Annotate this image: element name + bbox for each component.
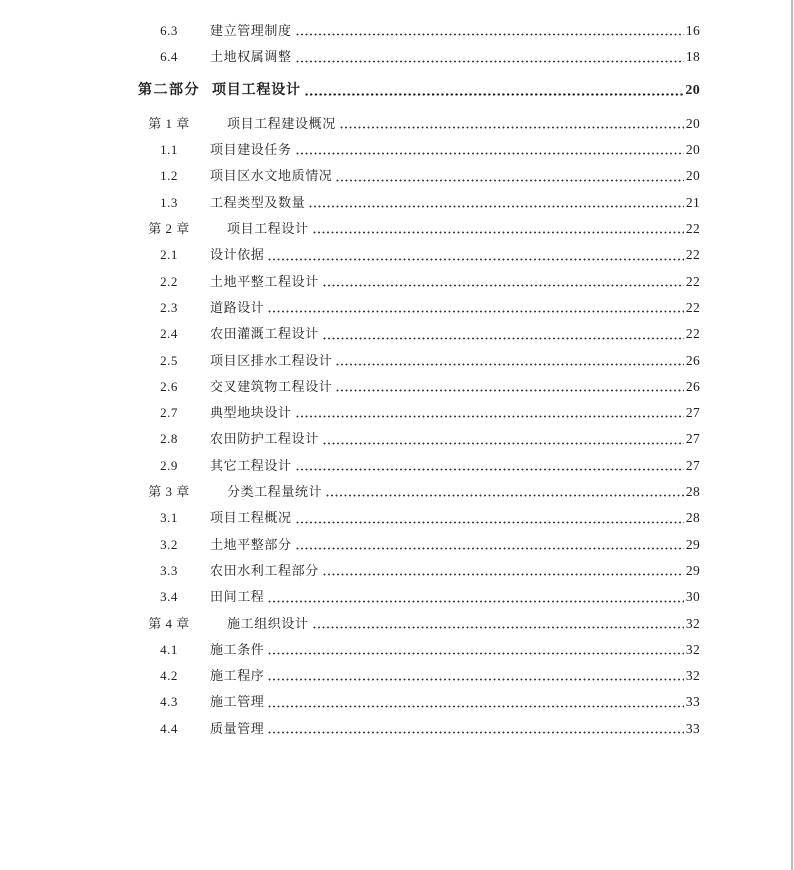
toc-leader-dots	[305, 93, 684, 96]
toc-leader-dots	[323, 573, 684, 576]
toc-entry-title: 分类工程量统计	[227, 484, 323, 500]
toc-entry-label: 第 4 章	[148, 615, 190, 631]
toc-entry[interactable]	[133, 584, 700, 610]
toc-leader-dots	[296, 33, 684, 36]
toc-leader-dots	[323, 442, 684, 445]
toc-entry-page: 18	[685, 49, 700, 65]
toc-entry-title: 施工组织设计	[227, 615, 309, 631]
toc-entry[interactable]	[133, 190, 700, 216]
toc-entry[interactable]	[133, 163, 700, 189]
toc-entry[interactable]	[133, 269, 700, 295]
toc-entry-page: 27	[685, 405, 700, 421]
toc-entry-label: 2.8	[160, 431, 178, 447]
toc-entry-title: 项目区水文地质情况	[210, 168, 333, 184]
toc-entry[interactable]	[133, 44, 700, 70]
toc-entry-label: 4.1	[160, 641, 178, 657]
toc-leader-dots	[326, 494, 684, 497]
toc-leader-dots	[296, 521, 684, 524]
toc-entry-title: 交叉建筑物工程设计	[210, 378, 333, 394]
toc-entry-label: 第二部分	[138, 82, 200, 98]
toc-entry-title: 质量管理	[210, 720, 265, 736]
toc-leader-dots	[268, 258, 683, 261]
toc-entry-page: 27	[685, 431, 700, 447]
toc-entry-label: 2.5	[160, 352, 178, 368]
toc-entry-page: 22	[685, 247, 700, 263]
toc-entry-label: 2.6	[160, 378, 178, 394]
toc-entry-page: 33	[685, 694, 700, 710]
toc-entry-title: 土地平整工程设计	[210, 273, 319, 289]
toc-entry-title: 设计依据	[210, 247, 265, 263]
toc-entry-title: 项目建设任务	[210, 142, 292, 158]
toc-entry-title: 项目工程设计	[227, 221, 309, 237]
toc-entry-label: 4.2	[160, 668, 178, 684]
toc-entry-page: 20	[685, 115, 700, 131]
toc-entry-page: 26	[685, 378, 700, 394]
toc-entry-label: 2.2	[160, 273, 178, 289]
toc-entry-label: 2.7	[160, 405, 178, 421]
toc-entry-page: 20	[685, 168, 700, 184]
toc-leader-dots	[296, 152, 684, 155]
toc-entry-label: 2.9	[160, 457, 178, 473]
toc-entry-page: 29	[685, 536, 700, 552]
toc-entry-title: 工程类型及数量	[210, 194, 306, 210]
toc-entry-label: 3.3	[160, 562, 178, 578]
toc-entry-title: 土地权属调整	[210, 49, 292, 65]
toc-entry-page: 21	[685, 194, 700, 210]
toc-entry[interactable]	[133, 78, 700, 104]
toc-leader-dots	[296, 468, 684, 471]
toc-entry-title: 施工程序	[210, 668, 265, 684]
toc-entry-page: 27	[685, 457, 700, 473]
toc-leader-dots	[268, 731, 683, 734]
toc-entry[interactable]	[133, 137, 700, 163]
toc-entry[interactable]	[133, 295, 700, 321]
toc-entry-title: 项目工程概况	[210, 510, 292, 526]
toc-leader-dots	[268, 678, 683, 681]
toc-entry-page: 32	[685, 641, 700, 657]
toc-entry[interactable]	[133, 479, 700, 505]
toc-entry-title: 施工管理	[210, 694, 265, 710]
toc-entry-title: 农田灌溉工程设计	[210, 326, 319, 342]
toc-entry-title: 农田水利工程部分	[210, 562, 319, 578]
toc-leader-dots	[323, 337, 684, 340]
toc-entry-label: 第 1 章	[148, 115, 190, 131]
toc-entry-title: 建立管理制度	[210, 23, 292, 38]
toc-entry[interactable]	[133, 348, 700, 374]
toc-leader-dots	[296, 547, 684, 550]
toc-entry-label: 3.4	[160, 589, 178, 605]
toc-leader-dots	[336, 363, 683, 366]
toc-leader-dots	[296, 60, 684, 63]
toc-entry-page: 30	[685, 589, 700, 605]
toc-entry-page: 20	[685, 142, 700, 158]
toc-entry-label: 2.3	[160, 299, 178, 315]
toc-entry-page: 22	[685, 273, 700, 289]
toc-entry-title: 土地平整部分	[210, 536, 292, 552]
toc-entry[interactable]	[133, 453, 700, 479]
toc-leader-dots	[336, 389, 683, 392]
toc-entry-title: 道路设计	[210, 299, 265, 315]
toc-entry-title: 项目工程建设概况	[227, 115, 336, 131]
toc-leader-dots	[340, 126, 684, 129]
toc-entry-page: 29	[685, 562, 700, 578]
toc-entry-label: 第 2 章	[148, 221, 190, 237]
toc-entry-title: 农田防护工程设计	[210, 431, 319, 447]
toc-entry[interactable]	[133, 663, 700, 689]
toc-entry[interactable]	[133, 558, 700, 584]
toc-entry-label: 1.3	[160, 194, 178, 210]
toc-leader-dots	[268, 600, 683, 603]
toc-leader-dots	[268, 310, 683, 313]
toc-entry[interactable]	[133, 532, 700, 558]
toc-entry-label: 4.3	[160, 694, 178, 710]
toc-entry-page: 32	[685, 668, 700, 684]
toc-entry-label: 3.2	[160, 536, 178, 552]
toc-entry-label: 2.1	[160, 247, 178, 263]
toc-entry-label: 4.4	[160, 720, 178, 736]
toc-leader-dots	[323, 284, 684, 287]
toc-entry[interactable]	[133, 321, 700, 347]
toc-entry[interactable]	[133, 111, 700, 137]
toc-leader-dots	[313, 231, 684, 234]
toc-entry-title: 施工条件	[210, 641, 265, 657]
toc-entry[interactable]	[133, 374, 700, 400]
toc-entry[interactable]	[133, 637, 700, 663]
toc-entry[interactable]	[133, 216, 700, 242]
toc-entry-page: 26	[685, 352, 700, 368]
toc-entry-title: 项目区排水工程设计	[210, 352, 333, 368]
toc-leader-dots	[309, 205, 684, 208]
toc-leader-dots	[268, 705, 683, 708]
toc-entry-page: 33	[685, 720, 700, 736]
toc-entry-label: 3.1	[160, 510, 178, 526]
toc-entry-page: 28	[685, 484, 700, 500]
toc-entry-page: 32	[685, 615, 700, 631]
toc-list	[133, 18, 700, 742]
toc-entry-label: 1.1	[160, 142, 178, 158]
toc-entry[interactable]	[133, 242, 700, 268]
page-right-edge-line	[791, 0, 793, 870]
toc-leader-dots	[268, 652, 683, 655]
toc-entry[interactable]	[133, 716, 700, 742]
toc-entry[interactable]	[133, 400, 700, 426]
toc-entry-label: 6.3	[160, 23, 178, 38]
toc-leader-dots	[336, 179, 683, 182]
toc-entry-label: 1.2	[160, 168, 178, 184]
toc-entry[interactable]	[133, 426, 700, 452]
toc-entry-page: 22	[685, 326, 700, 342]
toc-leader-dots	[313, 626, 684, 629]
toc-entry-page: 20	[685, 82, 700, 98]
toc-entry-title: 其它工程设计	[210, 457, 292, 473]
toc-entry-label: 2.4	[160, 326, 178, 342]
toc-entry[interactable]	[133, 689, 700, 715]
toc-entry-title: 典型地块设计	[210, 405, 292, 421]
toc-entry[interactable]	[133, 611, 700, 637]
toc-entry[interactable]	[133, 505, 700, 531]
toc-entry[interactable]	[133, 18, 700, 44]
toc-entry-title: 项目工程设计	[212, 82, 301, 98]
toc-entry-page: 16	[685, 23, 700, 38]
toc-leader-dots	[296, 415, 684, 418]
toc-entry-title: 田间工程	[210, 589, 265, 605]
toc-entry-page: 22	[685, 221, 700, 237]
toc-entry-page: 22	[685, 299, 700, 315]
toc-entry-label: 6.4	[160, 49, 178, 65]
toc-entry-page: 28	[685, 510, 700, 526]
toc-entry-label: 第 3 章	[148, 484, 190, 500]
